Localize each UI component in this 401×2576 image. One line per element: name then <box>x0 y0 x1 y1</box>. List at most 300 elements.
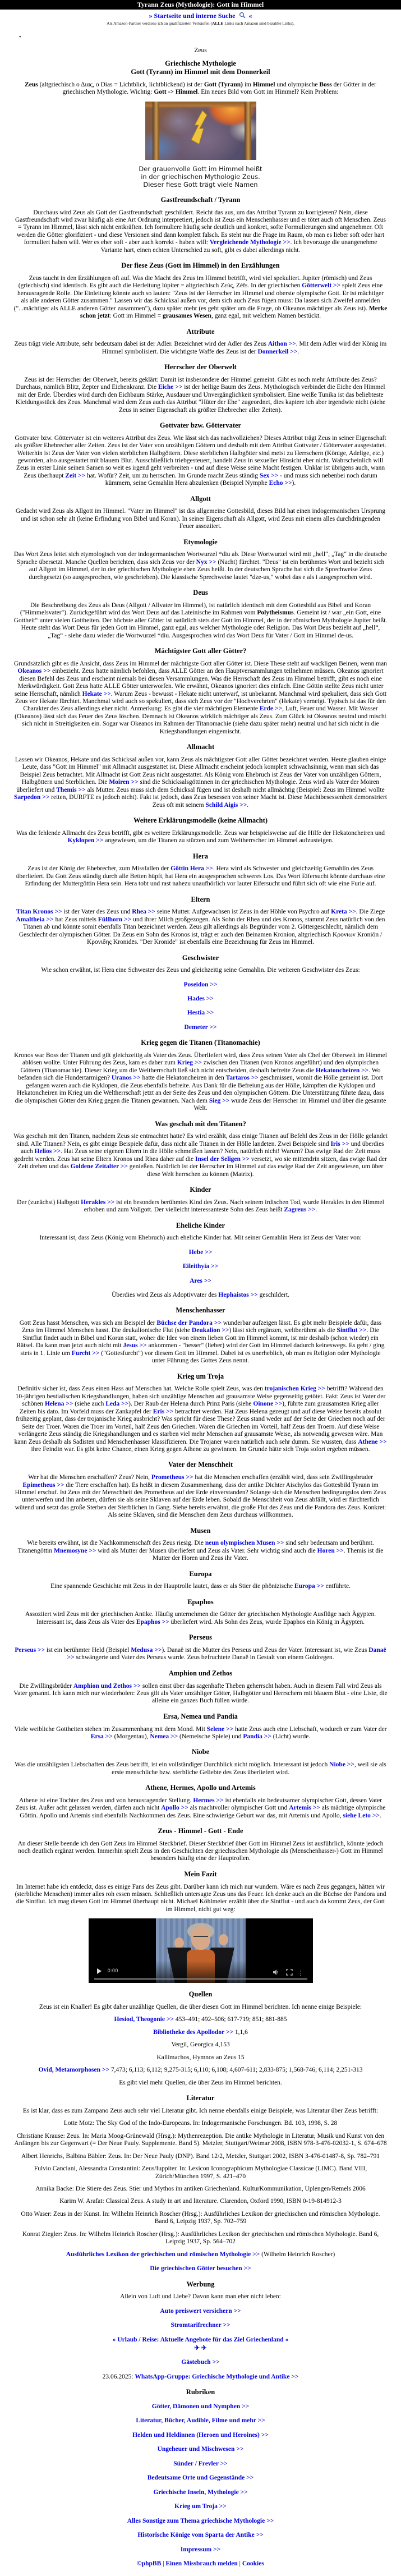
text: retten, DURFTE es jedoch nicht). Fakt ist jedoch, dass Zeus besessen von seiner Macht ist. Diese Machtbesessenheit demonstriert Zeus oft mit seinem <box>49 794 387 809</box>
text: Gedacht wird Zeus als Allgott im Himmel. "Vater im Himmel" ist das allgemeine Gottesbild, dieses Bild hat einen indogermanischen Ursprung und ist schon sehr alt (keine Erfindung von Bibel und Koran). In seiner Eigenschaft als Allgott, wird Zeus mit einem alles durchdringenden Feuer assoziiert. <box>15 508 386 530</box>
text: Interessant ist, dass Zeus (König vom Ehebruch) auch eheliche Kinder hat. Mit seiner Gemahlin Hera ist Zeus der Vater von: <box>39 1234 362 1242</box>
paragraph <box>13 2293 388 2301</box>
text: 7,473; 6,113; 6,112; 9,275-315; 6,110; 6,108; 4,607-611; 2,833-875; 1,568-746; 6,114; 2,251-313 <box>109 2067 363 2074</box>
paragraph <box>13 2211 388 2226</box>
link[interactable]: Literatur, Bücher, Audible, Filme und mehr >> <box>136 2417 265 2425</box>
text: Das Wort Zeus leitet sich etymologisch von der indogermanischen Wortwurzel *diu ab. Diese Wortwurzel wird mit „hell“, „Tag“ in die deutsche Sprache übersetzt. Manche Quellen berichten, dass sich Zeus vor der <box>13 551 388 566</box>
link[interactable]: ✈ ✈ <box>194 2345 207 2352</box>
link[interactable]: Helios >> <box>34 1148 61 1155</box>
text: Albert Henrichs, Balbina Bäbler: Zeus. In: Der Neue Pauly (DNP). Band 12/2, Metzler, Stuttgart 2002, ISBN 3-476-01487-8, Sp. 782–791 <box>21 2152 380 2160</box>
link[interactable]: Eris >> <box>153 1408 174 1415</box>
link[interactable]: Oinone >> <box>253 1401 283 1408</box>
link[interactable]: Sarpedon >> <box>14 794 50 801</box>
text: (Nemeische Spiele) und <box>178 1733 243 1740</box>
link-line <box>13 1024 388 1031</box>
section-heading: Mein Fazit <box>184 1870 217 1878</box>
page-title-bar: Tyrann Zeus (Mythologie): Gott im Himmel <box>0 0 401 10</box>
intro-paragraph <box>13 81 388 97</box>
link[interactable]: Deukalion >> <box>191 1327 229 1334</box>
text: . Die Sintflut findet auch in Bibel und Koran statt, woher die Idee von einem lieben Gott im Himmel kommt, ist mir deshalb (schon wieder) ein Rätsel. Da kann man jetzt auch nicht mit <box>16 1327 379 1349</box>
link[interactable]: Pandia >> <box>243 1733 271 1740</box>
paragraph <box>13 865 388 888</box>
link[interactable]: Hestia >> <box>187 1009 214 1017</box>
text: sind die Schicksalsgöttinnen in der griechischen Mythologie. Zeus wird als Vater der Moiren überliefert und <box>16 779 380 793</box>
text: ist ein besonders berühmtes Kind des Zeus. Nach seinem irdischen Tod, wurde Herakles in den Himmel erhoben und zum Vollgott. Der vielleicht interessanteste Sohn des Zeus heißt <box>84 1199 384 1214</box>
link[interactable]: Helena >> <box>44 1401 73 1408</box>
link[interactable]: Griechische Inseln, Mythologie >> <box>153 2488 248 2496</box>
text: . <box>247 801 249 809</box>
link[interactable]: Jesus >> <box>123 1342 147 1349</box>
link[interactable]: Vergleichende Mythologie >> <box>209 239 291 246</box>
paragraph <box>13 2560 388 2568</box>
link[interactable]: Zagreus >> <box>284 1206 316 1214</box>
link[interactable]: Amphion und Zethos >> <box>73 1682 141 1689</box>
paragraph <box>13 2231 388 2246</box>
link[interactable]: Leda >> <box>105 1401 129 1408</box>
text: Christiane Krause: Zeus. In: Maria Moog-Grünewald (Hrsg.): Mythenrezeption. Die antike Mythologie in Literatur, Musik und Kunst von den Anfängen bis zur Gegenwart (= Der Neue Pauly. Supplemente. Band 5). Metzler, Stuttgart/Weimar 2008, ISBN 978-3-476-02032-1, S. 674–678 <box>14 2132 387 2147</box>
link-line <box>13 2359 388 2366</box>
link[interactable]: Stromtarifrechner >> <box>170 2322 231 2329</box>
text: , weil sie als erste menschliche bzw. sterbliche Geliebte des Zeus überliefert wird. <box>112 1761 386 1776</box>
link-line <box>13 2546 388 2554</box>
caption-line: Der grauenvolle Gott im Himmel heißt <box>139 164 262 173</box>
link[interactable]: Okeanos >> <box>17 668 51 675</box>
text: An dieser Stelle beende ich den Gott Zeus im Himmel Steckbrief. Dieser Steckbrief über Gott im Himmel Zeus ist ausführlich, könnte jedoch noch deutlich ergänzt werden. Immerhin spielt Zeus in den Geschichten der griechischen Mythologie als (Menschenhasser-) Gott im Himmel besonders häufig eine der Hauptrollen. <box>17 1840 384 1862</box>
text: Otto Waser: Zeus in der Kunst. In: Wilhelm Heinrich Roscher (Hrsg.): Ausführliches Lexikon der griechischen und römischen Mythologie. Band 6, Leipzig 1937, Sp. 702–759 <box>21 2210 380 2225</box>
text: Himmel <box>252 81 275 88</box>
text: | <box>237 2560 242 2567</box>
paragraph <box>13 2041 388 2049</box>
link-line <box>13 2474 388 2482</box>
link-line <box>13 2403 388 2410</box>
link[interactable]: Goldene Zeitalter >> <box>70 1163 128 1170</box>
search-icon[interactable] <box>239 12 246 20</box>
home-search-link[interactable] <box>0 12 401 20</box>
paragraph <box>13 209 388 255</box>
text: Viele weibliche Gottheiten stehen im Zusammenhang mit dem Mond. Mit <box>14 1725 207 1733</box>
text: versetzt, wo sie mittendrin sitzen, das ewige Rad der Zeit drehen und das <box>17 1155 387 1170</box>
speaker-glasses <box>193 1936 208 1940</box>
paragraph <box>13 1234 388 1242</box>
text: die Tiere erschaffen hat). Es heißt in diesem Zusammenhang, dass der antike Dichter Aischylos das Gottesbild Tyrann im Himmel erschuf. Ist Zeus mit der Menschheit des Prometheus auf der Erde einverstanden? Solange sich die Menschen bedingungslos dem Zeus unterwerfen und ihn anbeten, dürfen sie als seine Sklaven auf der Erde leben. Sobald die Menschheit von Zeus abfällt, wird er fürchterlich wütend und setzt das große Sterben der Sterblichen in Gang. Siehe bereits erwähnt, die große Flut des Zeus und die Pandora des Zeus. Konkret: Als seine Sklaven, sind die Menschen dem Zeus durchaus willkommen. <box>15 1481 386 1519</box>
section-heading: Allgott <box>190 494 211 503</box>
link[interactable]: Epimetheus >> <box>22 1481 64 1489</box>
link[interactable]: Poseidon >> <box>183 981 218 988</box>
text: . <box>315 1206 317 1214</box>
link[interactable]: Demeter >> <box>184 1023 217 1031</box>
text: Karim W. Arafat: Classical Zeus. A study in art and literature. Clarendon, Oxford 1990, ISBN 0-19-814912-3 <box>59 2198 342 2205</box>
text: als machtvoller olympischer Gott und <box>188 1804 289 1812</box>
paragraph <box>13 2107 388 2115</box>
text: und ihrer Milch großgezogen. Als Sohn der Rhea und des Kronos, stammt Zeus natürlich von den Titanen ab und könnte somit ebenfalls Titan bezeichnet werden. Zeus gilt allerdings als Begründer vom 2. Göttergeschlecht, nämlich dem Geschlecht der olympischen Götter. Da Zeus ein Sohn des Kronos ist, trägt er auch den Beinamen Kronion, altgriechisch Κρονιων Kroniōn / Κρονιδης Kronidēs. "Der Kronide" ist ebenfalls eine Bezeichnung für Zeus im Himmel. <box>19 916 385 946</box>
section-heading: Eheliche Kinder <box>176 1221 225 1229</box>
text: der Götter in der griechischen Mythologie. Wichtig: <box>62 81 376 96</box>
link[interactable]: Europa >> <box>294 1583 324 1590</box>
link-line <box>13 1278 388 1285</box>
text: Die Beschreibung des Zeus als Deus (Allgott / Allvater im Himmel), ist natürlich identisch mit dem Gottesbild aus Bibel und Koran ("Himmelsvater"). Zurückgeführt wird das Wort Deus auf das Lateinische im Rahmen vom <box>20 601 371 617</box>
text: ), führte zum grausamsten Krieg aller Zeiten bis dato. Im Vorfeld muss der Zankapfel der <box>19 1401 379 1415</box>
text: Gott -> Himmel <box>154 89 198 96</box>
link[interactable]: Ungeheuer und Mischwesen >> <box>157 2446 244 2453</box>
link[interactable]: Horen >> <box>317 1547 344 1554</box>
text: geschildert. <box>257 1291 289 1298</box>
text: . <box>379 1812 381 1819</box>
text: Zeus taucht in den Erzählungen oft auf. Was die Macht des Zeus im Himmel betrifft, wird viel spekuliert. Jupiter (römisch) und Zeus (griechisch) sind identisch. Es gibt auch die Herleitung Iúpiter = altgriechisch Ζεύς, Zéfs. In der griechischen <box>18 274 372 290</box>
section-heading: Quellen <box>188 1990 213 1999</box>
text: betrifft? Während den 10-jährigen bestialischen Kriegshandlungen, haben sich unzählige Menschen auf grausamste Weise gegenseitig getötet. Fakt: Zeus ist Vater der schönen <box>15 1385 386 1408</box>
text: Lassen wir Okeanos, Hekate und das Schicksal außen vor, kann Zeus als mächtigster Gott aller Götter bezeichnet werden. Heute glauben einige Leute, dass "Gott im Himmel" mit Allmacht ausgestattet ist. Diese Allmacht erscheint jedoch komplett schwachsinnig, wenn man sich das Beispiel Zeus betrachtet. Mit Allmacht ist Gott Zeus nicht ausgestattet. Als König vom Ehebruch ist Zeus der Vater von unzähligen Göttern, Halbgöttern und Sterblichen. Die <box>15 756 386 786</box>
video-player[interactable] <box>89 1918 313 1983</box>
menu-icon[interactable]: ⋮ <box>297 1969 304 1977</box>
text: Kallimachos, Hymnos an Zeus 15 <box>156 2054 245 2061</box>
link-line <box>13 1249 388 1256</box>
link[interactable]: Eileithyia >> <box>182 1263 219 1270</box>
section-heading: Zeus - Himmel - Gott - Ende <box>158 1826 243 1835</box>
paragraph <box>13 1761 388 1776</box>
link[interactable]: Prometheus >> <box>151 1474 193 1481</box>
link[interactable]: Herakles >> <box>81 1199 115 1206</box>
link-line <box>13 1009 388 1017</box>
amazon-disclaimer: Als Amazon-Partner verdiene ich an qualifizierten Verkäufen (ALLE Links nach Amazon sind bezahlte Links). <box>107 21 294 26</box>
text: - und muss sich nebenbei noch darum kümmern, seine Gemahlin Hera abzulenken (Beispiel Nymphe <box>105 472 377 487</box>
text: Im Internet habe ich entdeckt, dass es einige Fans des Zeus gibt. Darüber kann ich mich nur wundern. Wäre es nach Zeus gegangen, hätten wir (sterbliche Menschen) immer alles roh essen müssen. Schließlich untersagte Zeus uns das Feuer. Ich denke auch an die Büchse der Pandora und die Sintflut. Ich mag diesen Gott im Himmel überhaupt nicht. Michael Köhlmeier erzählt über die Sintflut - und auch da kommt Zeus, der Gott im Himmel, nicht gut weg: <box>15 1883 386 1913</box>
paragraph <box>13 1840 388 1863</box>
text: ). <box>292 480 296 487</box>
paragraph <box>13 2067 388 2074</box>
link[interactable]: Iris >> <box>330 1140 349 1147</box>
link[interactable]: Insel der Seligen >> <box>195 1155 250 1163</box>
link[interactable]: Sünder / Frevler >> <box>173 2460 228 2467</box>
text: . Ein neues Bild vom Gott im Himmel? Kein Problem: <box>197 89 339 96</box>
link-line <box>13 2518 388 2525</box>
text: Es gibt viel mehr Quellen, die über Zeus im Himmel berichten. <box>119 2079 282 2086</box>
text: . Warum Zeus - bewusst - Hekate nicht unterwarf, ist unbekannt. Manchmal wird spekuliert, dass sich Gott Zeus vor Hekate fürchtet. Manchmal wird auch so spekuliert, dass sich Zeus vor der "Hochverehrten" (Hekate) verneigt. Typisch ist das für den Charakter des Zeus allerdings eher nicht. Anmerkung: Es gibt die vier mächtigen Elemente <box>15 690 387 713</box>
link[interactable]: Epaphos >> <box>136 1618 169 1626</box>
text: . Ich bevorzuge die unangenehme Variante hart, einen echten Unterschied zu soft, gibt es dabei allerdings nicht. <box>100 239 377 254</box>
text: betrachtet werden. Hat Zeus Helena gezeugt und auf diese Weise bereits absolut frühzeitig geplant, dass der trojanische Krieg ausbricht? Was spricht für diese These? Zeus stand weder auf der Seite der Griechen noch auf der Seite der Troer. Waren die Troer im Vorteil, half Zeus den Griechen. Waren die Griechen im Vorteil, half Zeus den Troern. Auf diese Weise verlängerte Zeus ständig die Kriegshandlungen und es starben viel mehr Menschen auf grausamste Weise, als notwendig gewesen wäre. Man kann Zeus deshalb als Sadisten und Menschenhasser klassifizieren. Die Trojaner waren natürlich auch sehr dumm. Sie wussten, dass <box>14 1408 385 1445</box>
link-line <box>13 2503 388 2510</box>
text: Was geschah mit den Titanen, nachdem Zeus sie entmachtet hatte? Es wird erzählt, dass einige Titanen auf Befehl des Zeus in der Hölle gelandet sind. Alle Titanen? Nein, es gibt einige Beispiele dafür, dass nicht alle Titanen in der Hölle landeten. Zwei Beispiele sind <box>13 1133 388 1147</box>
link[interactable]: Nyx >> <box>196 558 216 566</box>
link[interactable]: Artemis >> <box>289 1804 320 1812</box>
text: Athene ist eine Tochter des Zeus und von herausragender Stellung. <box>19 1797 193 1804</box>
section-heading: Eltern <box>191 895 210 903</box>
text: Definitiv sicher ist, dass Zeus einen Hass auf Menschen hat. Welche Rolle spielt Zeus, was den <box>17 1385 265 1393</box>
text: Zeus <box>25 81 38 88</box>
paragraph <box>13 1683 388 1705</box>
paragraph <box>13 1583 388 1590</box>
link[interactable]: Tartaros >> <box>225 1075 259 1082</box>
text: ist ebenfalls ein bedeutsamer olympischer Gott, dessen Vater Zeus ist. Außer acht gelassen werden, dürfen auch nicht <box>15 1797 382 1812</box>
link[interactable]: Hades >> <box>187 995 214 1003</box>
text: zwischen den Titanen (von Kronos angeführt) und den olympischen Göttern (Titanomachie). Dieser Krieg um die Weltherrschaft ließ sich nicht entscheiden, deshalb befreite Zeus die <box>20 1059 379 1074</box>
link[interactable]: Bedeutsame Orte und Gegenstände >> <box>147 2474 254 2482</box>
text: wird als Mutter der Musen überliefert und Zeus als Vater. Sehr wichtig sind auch die <box>96 1547 317 1554</box>
paragraph <box>13 376 388 414</box>
link[interactable]: Gästebuch >> <box>181 2359 220 2366</box>
paragraph <box>13 1292 388 1299</box>
paragraph <box>13 1320 388 1365</box>
text: Gott Zeus hasst Menschen, was sich am Beispiel der <box>19 1320 157 1327</box>
text: Lotte Motz: The Sky God of the Indo-Europeans. In: Indogermanische Forschungen. Bd. 103, 1998, S. 28 <box>63 2120 338 2127</box>
text: Zeus ist der König der Ehebrecher, zum Missfallen der <box>27 865 171 873</box>
text: Der (zunächst) Halbgott <box>17 1199 81 1206</box>
link[interactable]: Hebe >> <box>188 1248 213 1256</box>
link[interactable]: Götter, Dämonen und Nymphen >> <box>151 2403 250 2410</box>
text: Was die unzähligsten Liebschaften des Zeus betrifft, ist ein vollständiger Durchblick nicht möglich. Interessant ist jedoch <box>15 1761 330 1769</box>
text: hat Zeus mittels <box>53 916 98 923</box>
link[interactable]: Impressum >> <box>180 2546 221 2553</box>
paragraph <box>13 660 388 736</box>
section-heading: Allmacht <box>186 743 215 751</box>
link[interactable]: Ovid, Metamorphosen >> <box>38 2067 110 2074</box>
text: ). Der Raub der Helena durch Prinz Paris (siehe <box>128 1401 253 1408</box>
link[interactable]: Selene >> <box>206 1725 234 1733</box>
paragraph <box>13 2029 388 2036</box>
text: ist der heilige Baum des Zeus. Mythologisch verbindet die Eiche den Himmel mit der Erde. Überdies wird durch den Eichbaum Stärke, Ausdauer und Unvergänglichkeit symbolisiert. Eine weiße Tunika ist das beliebteste Kleidungsstück des Zeus. Manchmal wird dem Zeus auch das Attribut "Hüter der Ehe" zugeordnet, dies kapiere ich aber irgendwie nicht (siehe Zeus in seiner Eigenschaft als größter Ehebrecher aller Zeiten). <box>15 384 386 414</box>
text: ("Gottesfurcht") vor diesem Gott im Himmel. Dabei ist es unerheblich, ob man es Religion oder Mythologie unter Führung des Gottes Zeus nennt. <box>99 1349 381 1365</box>
link[interactable]: Historische Könige vom Sparta der Antike >> <box>137 2532 264 2539</box>
link[interactable]: Kreta >> <box>331 908 356 916</box>
text: Gott (Tyrann) <box>204 81 243 88</box>
link[interactable]: Göttin Hera >> <box>170 865 213 873</box>
link-line <box>13 2265 388 2272</box>
link[interactable]: Einen Missbrauch melden <box>165 2560 238 2567</box>
link-line <box>13 2532 388 2539</box>
speaker-hand-right <box>219 1934 228 1945</box>
section-heading: Etymologie <box>183 538 218 546</box>
link[interactable]: Niobe >> <box>329 1761 354 1769</box>
text: , ganz egal, mit welchem Namen bestückt. <box>211 313 321 320</box>
section-heading: Ersa, Nemea und Pandia <box>163 1712 238 1720</box>
text: angewiesen, um die Titanen zu stürzen und zum Weltherrscher im Himmel aufzusteigen. <box>103 837 334 844</box>
link-line <box>13 2489 388 2496</box>
link[interactable]: Hekatoncheiren >> <box>315 1067 369 1074</box>
link[interactable]: Uranos >> <box>111 1075 141 1082</box>
fullscreen-icon[interactable] <box>286 1969 293 1976</box>
link-line <box>13 2460 388 2468</box>
paragraph <box>13 967 388 974</box>
section-heading: Weitere Erklärungsmodelle (keine Allmacht) <box>133 816 268 825</box>
section-heading: Krieg um Troja <box>177 1372 224 1380</box>
paragraph <box>13 1611 388 1626</box>
text: und überdies auch <box>20 1140 384 1155</box>
text: ist ein berühmter Held (Beispiel <box>45 1647 131 1654</box>
link[interactable]: Nemea >> <box>150 1733 178 1740</box>
text: ist der Vater des Zeus und <box>62 908 132 916</box>
paragraph <box>13 1540 388 1562</box>
link[interactable]: Cookies <box>242 2560 264 2567</box>
link[interactable]: Krieg >> <box>177 1059 202 1067</box>
link[interactable]: Furcht >> <box>71 1349 100 1357</box>
link[interactable]: siehe Leto >> <box>343 1812 380 1819</box>
link[interactable]: Sex >> <box>259 472 279 479</box>
paragraph <box>13 602 388 640</box>
volume-icon[interactable] <box>273 1969 279 1976</box>
link[interactable]: Sieg >> <box>209 1097 230 1104</box>
link[interactable]: Athene >> <box>358 1438 387 1445</box>
link-line <box>13 1263 388 1270</box>
link[interactable]: neun olympischen Musen >> <box>205 1540 284 1547</box>
paragraph <box>13 1884 388 1914</box>
link[interactable]: Hekate >> <box>82 690 111 697</box>
link[interactable]: Alles Sonstige zum Thema griechische Mythologie >> <box>127 2517 274 2524</box>
link[interactable]: Sintflut >> <box>337 1327 367 1334</box>
section-heading: Der fiese Zeus (Gott im Himmel) in den Erzählungen <box>121 261 280 270</box>
text: . Gemeint ist / war „ein Gott, eine Gottheit“ unter vielen Gottheiten. Der höchste aller Götter ist natürlich stets der Gott im Himmel, der in der römischen Mythologie Jupiter heißt. Heute steht das Wort Deus für jeden Gott im Himmel, ganz egal, aus welcher Mythologie oder Religion. Das Wort Deus bezieht auf „hell“, „Tag“ - siehe dazu wieder die Wortwurzel *diu. Ausgesprochen wird das Wort Deus für Vater / Gott im Himmel de-us. <box>13 609 388 639</box>
text: Konrat Ziegler: Zeus. In: Wilhelm Heinrich Roscher (Hrsg.): Ausführliches Lexikon der griechischen und römischen Mythologie. Band 6, Leipzig 1937, Sp. 564–702 <box>22 2230 379 2246</box>
link[interactable]: Medusa >> <box>131 1647 162 1654</box>
paragraph <box>13 1797 388 1820</box>
page-heading-line2: Gott (Tyrann) im Himmel mit dem Donnerkeil <box>131 67 270 76</box>
text: . Mit dem Adler wird der König im Himmel symbolisiert. Die wichtigste Waffe des Zeus ist der <box>102 341 387 355</box>
progress-bar[interactable] <box>94 1978 307 1980</box>
section-heading: Geschwister <box>182 953 219 962</box>
link[interactable]: Ares >> <box>190 1277 211 1284</box>
paragraph <box>13 508 388 530</box>
text: seine Mutter. Aufgewachsen ist Zeus in der Höhle von Psychro auf <box>155 908 331 916</box>
link[interactable]: Helden und Heldinnen (Heroen und Heroines) >> <box>132 2431 269 2439</box>
text: und olympische <box>275 81 320 88</box>
text: wurde Zeus der Herrscher im Himmel und über die gesamte Welt. <box>193 1097 386 1112</box>
text: Überdies wird Zeus als Adoptivvater des <box>112 1291 219 1298</box>
section-heading: Werbung <box>186 2280 215 2288</box>
link[interactable]: Büchse der Pandora >> <box>156 1320 222 1327</box>
link[interactable]: Danaë >> <box>67 1647 386 1661</box>
paragraph <box>13 2016 388 2023</box>
text: spielt Zeus eine herausragende Rolle. Die Einleitung könnte auch so lauten: "Zeus ist der Herrscher im Himmel und oberste olympische Gott. Er ist mächtiger als alle anderen Götter zusammen." Lassen wir das Schicksal außen vor, dem sich auch Zeus fügen muss: Da lassen sich Zweifel anmelden ("...mächtiger als ALLE anderen Götter zusammen"), dazu später mehr (es geht später um die Frage, ob Okeanos mächtiger als Zeus ist). <box>13 282 384 312</box>
link[interactable]: Hesiod, Theogonie >> <box>114 2016 174 2023</box>
link[interactable]: Krieg um Troja >> <box>174 2503 227 2510</box>
link[interactable]: Götterwelt >> <box>302 282 341 290</box>
text: als mächtige olympische Göttin. Apollo und Artemis sind ebenfalls Nachkommen des Zeus. Eine schwierige Geburt war das, mit Artemis und Apollo, <box>20 1804 386 1819</box>
link[interactable]: Schild Aigis >> <box>205 801 247 809</box>
section-heading: Athene, Hermes, Apollo und Artemis <box>145 1783 256 1792</box>
kicker: Zeus <box>194 47 207 54</box>
link-line <box>13 981 388 989</box>
link[interactable]: Mnemosyne >> <box>54 1547 96 1554</box>
paragraph <box>13 2165 388 2180</box>
link[interactable]: Erde >> <box>259 705 283 713</box>
text: (Morgentau), <box>112 1733 150 1740</box>
section-heading: Rubriken <box>186 2388 215 2396</box>
link[interactable]: Eiche >> <box>158 384 183 391</box>
text: Merke schon jetzt <box>80 305 388 320</box>
text: sollen einst über das sagenhafte Theben geherrscht haben. Auch in diesem Fall wird Zeus als Vater genannt. Ich kann mich nur wiederholen: Zeus gilt als Vater unzähliger Götter, Halbgötter und Herrschern mit blauem Blut - eine Liste, die alleine ein ganzes Buch füllen würde. <box>13 1682 388 1705</box>
link[interactable]: WhatsApp-Gruppe: Griechische Mythologie und Antike >> <box>135 2373 299 2380</box>
link[interactable]: Apollo >> <box>161 1804 188 1812</box>
text: 1,1,6 <box>233 2028 248 2036</box>
text: grausames Wesen <box>162 313 211 320</box>
link[interactable]: Echo >> <box>269 480 292 487</box>
link[interactable]: Ausführliches Lexikon der griechischen und römischen Mythologie >> <box>66 2251 260 2258</box>
link[interactable]: Zeit >> <box>65 472 86 479</box>
paragraph <box>13 435 388 488</box>
text: Wer hat die Menschen erschaffen? Zeus? Nein, <box>28 1474 151 1481</box>
paragraph <box>13 1647 388 1662</box>
link[interactable]: Die griechischen Götter besuchen >> <box>150 2265 251 2272</box>
link[interactable]: Perseus >> <box>15 1647 45 1654</box>
page-heading <box>0 59 401 76</box>
link[interactable]: Moiren >> <box>109 779 139 786</box>
text: Zeus trägt viele Attribute, sehr bedeutsam dabei ist der Adler. Bezeichnet wird der Adler des Zeus <box>14 341 268 348</box>
video-time: 0:00 <box>107 1968 118 1975</box>
text: Was die fehlende Allmacht des Zeus betrifft, gibt es weitere Erklärungsmodelle. Zeus war beispielsweise auf die Hilfe der Hekatoncheiren und <box>16 829 385 837</box>
section-heading: Hera <box>192 852 209 860</box>
link[interactable]: Hephaistos >> <box>218 1291 258 1298</box>
link[interactable]: Rhea >> <box>132 908 155 916</box>
paragraph <box>13 2251 388 2258</box>
link[interactable]: Donnerkeil >> <box>257 348 298 355</box>
section-heading: Gastfreundschaft / Tyrann <box>160 195 241 204</box>
paragraph <box>13 275 388 320</box>
paragraph <box>13 1052 388 1113</box>
link[interactable]: » Urlaub / Reise: Aktuelle Angebote für das Ziel Griechenland « <box>112 2336 289 2343</box>
link[interactable]: Hermes >> <box>193 1797 224 1804</box>
text: 453–491; 492–506; 617-719; 851; 881-885 <box>173 2016 287 2023</box>
text: im <box>242 81 253 88</box>
link-line <box>13 2322 388 2329</box>
paragraph <box>13 1133 388 1178</box>
paragraph <box>13 830 388 845</box>
text: Eine spannende Geschichte mit Zeus in der Hauptrolle lautet, dass er als Stier die phönizische <box>50 1583 294 1590</box>
link[interactable]: Titan Kronos >> <box>16 908 62 916</box>
section-heading: Europa <box>189 1569 212 1578</box>
text: . <box>297 348 299 355</box>
link[interactable]: trojanischen Krieg >> <box>264 1385 325 1393</box>
link[interactable]: Kyklopen >> <box>67 837 104 844</box>
link[interactable]: Ersa >> <box>90 1733 113 1740</box>
text: Es ist klar, dass es zum Zampano Zeus auch sehr viel Literatur gibt. Ich nenne ebenfalls einige Beispiele, was Literatur über Zeus betrifft: <box>22 2107 379 2114</box>
text: 23.06.2025: <box>102 2373 135 2380</box>
link[interactable]: Bibliotheke des Apollodor >> <box>153 2028 234 2036</box>
text: Annika Backe: Die Stiere des Zeus. Stier und Mythos im antiken Griechenland. KulturKommunikation, Uplengen/Remels 2006 <box>35 2185 366 2192</box>
text: Die Zwillingsbrüder <box>19 1682 73 1689</box>
section-heading: Gottvater bzw. Göttervater <box>159 421 242 430</box>
link[interactable]: Themis >> <box>56 786 86 793</box>
caption-line: Dieser fiese Gott trägt viele Namen <box>143 180 258 189</box>
paragraph <box>13 2120 388 2127</box>
paragraph <box>13 2345 388 2352</box>
link-line <box>13 995 388 1003</box>
play-icon[interactable] <box>97 1968 102 1974</box>
section-heading: Literatur <box>186 2094 215 2102</box>
link[interactable]: Auto preiswert versichern >> <box>160 2307 241 2315</box>
paragraph <box>13 2153 388 2160</box>
text: , Luft, Feuer und Wasser. Mit Wasser (Okeanos) lässt sich das Feuer des Zeus löschen. Demnach ist Okeanos wirklich mächtiger als Zeus. Zum Glück ist Okeanos neutral und mischt sich nicht in Streitigkeiten ein. Sogar war Okeanos im Rahmen der Titanomachie (siehe dazu später mehr) neutral und hat sich nicht in die Kriegshandlungen eingemischt. <box>15 705 386 735</box>
section-heading: Amphion und Zethos <box>168 1669 233 1677</box>
link[interactable]: Amaltheia >> <box>16 916 54 923</box>
paragraph <box>13 2054 388 2061</box>
section-heading: Was geschah mit den Titanen? <box>155 1119 246 1128</box>
text: . Hat Zeus seine eigenen Eltern in die Hölle schmeißen lassen? Nein, natürlich nicht! Warum? Das ewige Rad der Zeit muss gedreht werden. Zeus hat seine Eltern Kronos und Rhea daher auf die <box>14 1148 381 1163</box>
link[interactable]: Aithon >> <box>268 341 296 348</box>
page-heading-line1: Griechische Mythologie <box>165 59 236 67</box>
caption-line: in der griechischen Mythologie Zeus. <box>141 172 260 181</box>
section-heading: Mächtigster Gott aller Götter? <box>154 647 247 655</box>
text: schwängerte und Vater des Perseus wurde. Zeus befruchtete Danaë in Gestalt von einem Goldregen. <box>74 1654 334 1661</box>
paragraph <box>13 341 388 356</box>
text: . Themis ist die Mutter der Horen und Zeus ihr Vater. <box>153 1547 384 1562</box>
text: Vergil, Georgica 4,153 <box>171 2041 230 2049</box>
text: Boss <box>319 81 332 88</box>
text: Allein von Luft und Liebe? Davon kann man eher nicht leben: <box>120 2293 281 2301</box>
nav-label[interactable]: Startseite und interne Suche <box>154 12 236 20</box>
link[interactable]: Füllhorn >> <box>98 916 132 923</box>
section-heading: Menschenhasser <box>176 1306 225 1315</box>
link[interactable]: ©phpBB <box>137 2560 162 2567</box>
text: Wie bereits erwähnt, ist die Nachkommenschaft des Zeus riesig. Die <box>27 1540 205 1547</box>
